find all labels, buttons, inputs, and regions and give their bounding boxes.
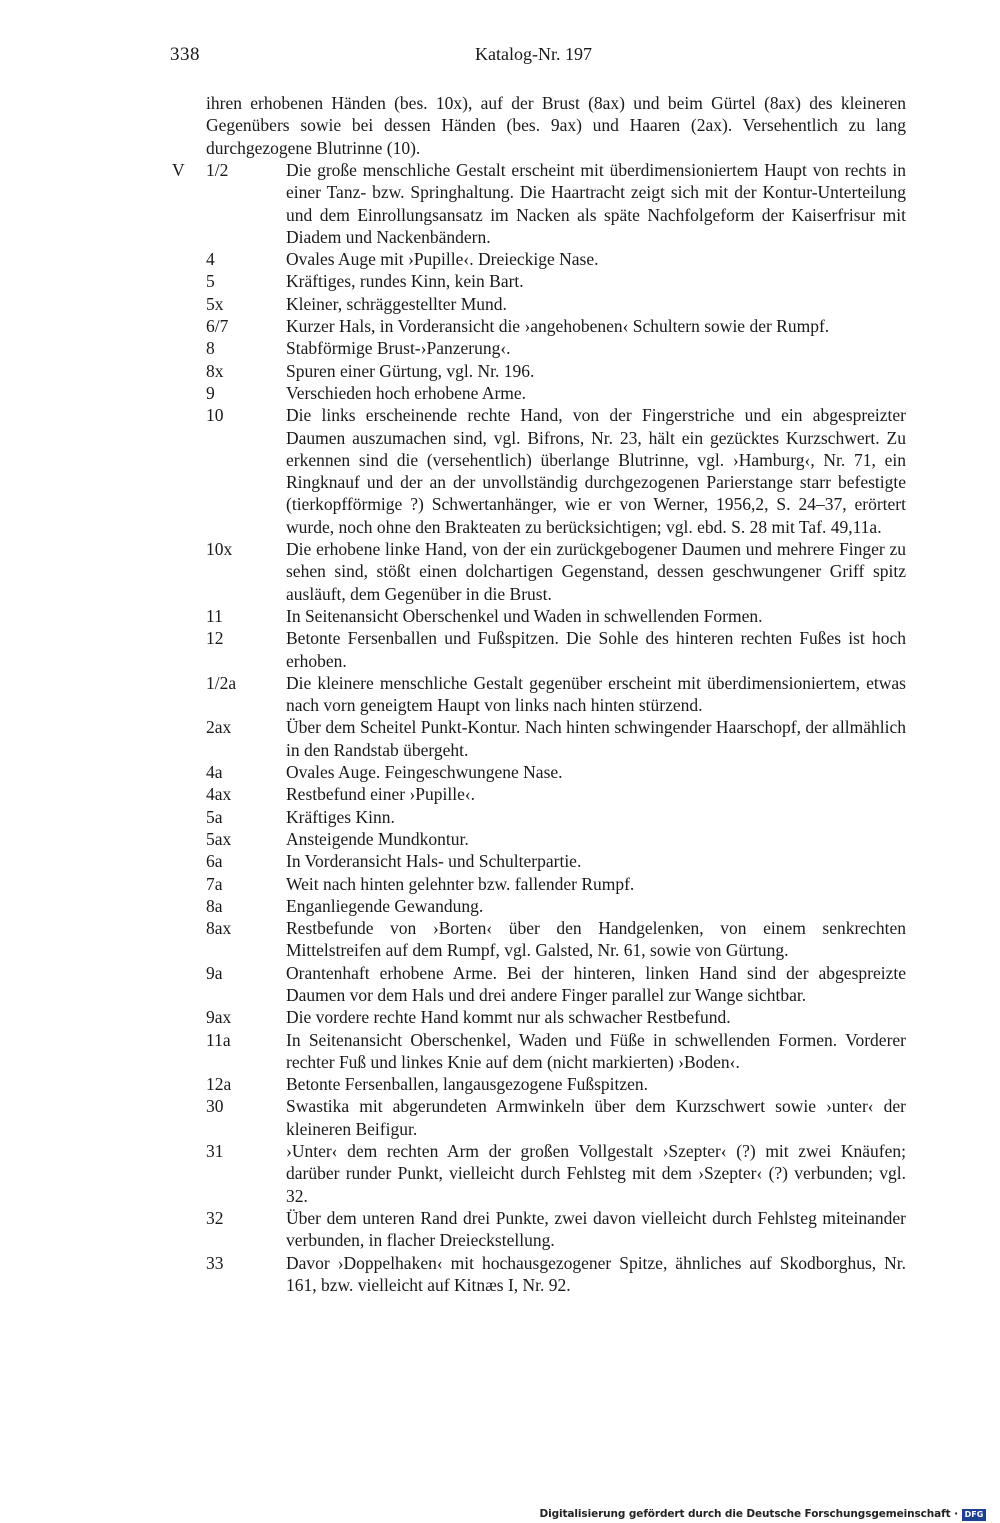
entry-number: 4 (206, 249, 215, 270)
entry-text: In Seitenansicht Oberschenkel und Waden in schwellenden Formen. (286, 605, 763, 626)
entry-text: ›Unter‹ dem rechten Arm der großen Vollgestalt ›Szepter‹ (?) mit zwei Knäufen; darüber runder Punkt, vielleicht durch Fehlsteg mit dem ›Szepter‹ (?) verbunden; vgl. 32. (286, 1141, 906, 1206)
entry-text: Ovales Auge mit ›Pupille‹. Dreieckige Nase. (286, 249, 599, 270)
entry-text: Betonte Fersenballen und Fußspitzen. Die Sohle des hinteren rechten Fußes ist hoch erhoben. (286, 628, 906, 671)
section-mark: V (172, 160, 185, 180)
entry-number: 1/2 (206, 160, 229, 180)
entry-text: In Seitenansicht Oberschenkel, Waden und Füße in schwellenden Formen. Vorderer rechter Fuß und linkes Knie auf dem (nicht markierten) ›Boden‹. (286, 1029, 906, 1072)
entry-text: Die vordere rechte Hand kommt nur als schwacher Restbefund. (286, 1007, 731, 1028)
entry-text: Betonte Fersenballen, langausgezogene Fußspitzen. (286, 1074, 649, 1095)
entry-text: Über dem unteren Rand drei Punkte, zwei davon vielleicht durch Fehlsteg miteinander verbunden, in flacher Dreieckstellung. (286, 1207, 906, 1251)
entry-text: Die erhobene linke Hand, von der ein zurückgebogener Daumen und mehrere Finger zu sehen sind, stößt einen dolchartigen Gegenstand, dessen geschwungener Griff spitz ausläuft, dem Gegenüber in die Brust. (286, 539, 906, 604)
entry-number: 11 (206, 605, 223, 626)
entry-text: Ovales Auge. Feingeschwungene Nase. (286, 762, 563, 783)
entry-number: 5ax (206, 828, 232, 849)
entry-number: 33 (206, 1252, 224, 1273)
catalog-entry (206, 315, 906, 337)
funding-notice: Digitalisierung gefördert durch die Deutsche Forschungsgemeinschaft · (539, 1508, 958, 1520)
entry-number: 30 (206, 1096, 224, 1117)
entry-text: Weit nach hinten gelehnter bzw. fallender Rumpf. (286, 873, 635, 894)
entry-number: 6a (206, 851, 223, 872)
catalog-entry (206, 716, 906, 761)
running-head: Katalog-Nr. 197 (475, 44, 592, 64)
catalog-entry (206, 1073, 906, 1095)
catalog-entry (206, 293, 906, 315)
entry-number: 12 (206, 628, 224, 649)
entry-text: Spuren einer Gürtung, vgl. Nr. 196. (286, 360, 535, 381)
catalog-entry (206, 783, 906, 805)
entry-text: Kräftiges, rundes Kinn, kein Bart. (286, 271, 524, 292)
catalog-entry (206, 360, 906, 382)
entry-text: Die links erscheinende rechte Hand, von der Fingerstriche und ein abgespreizter Daumen auszumachen sind, vgl. Bifrons, Nr. 23, hält ein gezücktes Kurzschwert. Zu erkennen sind die (versehentlich) überlange Blutrinne, vgl. ›Hamburg‹, Nr. 71, ein Ringknauf und der an der unvollständig durchgezogenen Parierstange starr befestigte (tierkopfförmige ?) Schwertanhänger, wie er von Werner, 1956,2, S. 24–37, erörtert wurde, noch ohne den Brakteaten zu berücksichtigen; vgl. ebd. S. 28 mit Taf. 49,11a. (286, 405, 906, 537)
entry-number: 8a (206, 895, 223, 916)
catalog-entries (206, 159, 906, 1296)
entry-text: Restbefunde von ›Borten‹ über den Handgelenken, von einem senkrechten Mittelstreifen auf dem Rumpf, vgl. Galsted, Nr. 61, sowie von Gürtung. (286, 918, 906, 961)
entry-number: 8ax (206, 918, 232, 939)
entry-text: Kleiner, schräggestellter Mund. (286, 293, 507, 314)
entry-number: 1/2a (206, 672, 237, 693)
entry-number: 5x (206, 293, 224, 314)
catalog-entry (206, 806, 906, 828)
entry-text: Davor ›Doppelhaken‹ mit hochausgezogener Spitze, ähnliches auf Skodborghus, Nr. 161, bzw. vielleicht auf Kitnæs I, Nr. 92. (286, 1252, 906, 1295)
entry-text: Ansteigende Mundkontur. (286, 828, 469, 849)
entry-number: 2ax (206, 717, 232, 738)
catalog-entry (206, 672, 906, 717)
entry-number: 9ax (206, 1007, 232, 1028)
entry-text: Swastika mit abgerundeten Armwinkeln über dem Kurzschwert sowie ›unter‹ der kleineren Beifigur. (286, 1096, 906, 1139)
catalog-entry (206, 270, 906, 292)
catalog-entry (206, 538, 906, 605)
dfg-logo: DFG (962, 1509, 986, 1521)
catalog-entry (206, 850, 906, 872)
page-number: 338 (170, 44, 200, 65)
catalog-entry (206, 1140, 906, 1207)
entry-text: In Vorderansicht Hals- und Schulterpartie. (286, 851, 582, 872)
intro-paragraph (206, 92, 906, 159)
catalog-entry (206, 761, 906, 783)
entry-text: Kurzer Hals, in Vorderansicht die ›angehobenen‹ Schultern sowie der Rumpf. (286, 316, 830, 337)
entry-number: 10x (206, 539, 233, 560)
catalog-entry (206, 1095, 906, 1140)
entry-number: 4ax (206, 784, 232, 805)
intro-text: ihren erhobenen Händen (bes. 10x), auf der Brust (8ax) und beim Gürtel (8ax) des kleineren Gegenübers sowie bei dessen Händen (bes. 9ax) und Haaren (2ax). Versehentlich zu lang durchgezogene Blutrinne (10). (206, 93, 906, 158)
catalog-entry (206, 337, 906, 359)
entry-number: 8 (206, 338, 215, 359)
entry-text: Die große menschliche Gestalt erscheint mit überdimensioniertem Haupt von rechts in einer Tanz- bzw. Springhaltung. Die Haartracht zeigt sich mit der Kontur-Unterteilung und dem Einrollungsansatz im Nacken als späte Nachfolgeform der Kaiserfrisur mit Diadem und Nackenbändern. (286, 160, 906, 247)
page-footer (0, 1508, 1000, 1523)
catalog-entry (206, 895, 906, 917)
catalog-entry (206, 1006, 906, 1028)
entry-number: 8x (206, 360, 224, 381)
entry-text: Die kleinere menschliche Gestalt gegenüber erscheint mit überdimensioniertem, etwas nach vorn geneigtem Haupt von links nach hinten stürzend. (286, 672, 906, 716)
catalog-entry (206, 159, 906, 248)
entry-number: 5 (206, 271, 215, 292)
entry-number: 6/7 (206, 316, 229, 337)
entry-number: 5a (206, 806, 223, 827)
catalog-entry (206, 873, 906, 895)
entry-number: 9a (206, 962, 223, 983)
catalog-entry (206, 382, 906, 404)
catalog-entry (206, 917, 906, 962)
entry-number: 12a (206, 1074, 232, 1095)
entry-text: Verschieden hoch erhobene Arme. (286, 382, 527, 403)
entry-number: 7a (206, 873, 223, 894)
catalog-entry (206, 1029, 906, 1074)
catalog-entry (206, 1207, 906, 1252)
catalog-entry (206, 828, 906, 850)
catalog-entry (206, 627, 906, 672)
entry-text: Restbefund einer ›Pupille‹. (286, 784, 476, 805)
catalog-entry (206, 248, 906, 270)
entry-text: Enganliegende Gewandung. (286, 895, 484, 916)
catalog-entry (206, 404, 906, 538)
entry-number: 10 (206, 405, 224, 426)
entry-number: 9 (206, 382, 215, 403)
entry-number: 4a (206, 762, 223, 783)
catalog-entry (206, 1252, 906, 1297)
entry-text: Orantenhaft erhobene Arme. Bei der hinteren, linken Hand sind der abgespreizte Daumen vor dem Hals und drei andere Finger parallel zur Wange sichtbar. (286, 962, 906, 1005)
entry-text: Stabförmige Brust-›Panzerung‹. (286, 338, 511, 359)
entry-text: Über dem Scheitel Punkt-Kontur. Nach hinten schwingender Haarschopf, der allmählich in den Randstab übergeht. (286, 717, 906, 760)
entry-number: 11a (206, 1029, 231, 1050)
catalog-entry (206, 605, 906, 627)
entry-number: 31 (206, 1141, 224, 1162)
entry-number: 32 (206, 1207, 224, 1228)
catalog-entry (206, 962, 906, 1007)
entry-text: Kräftiges Kinn. (286, 806, 395, 827)
page-header (0, 44, 1000, 74)
